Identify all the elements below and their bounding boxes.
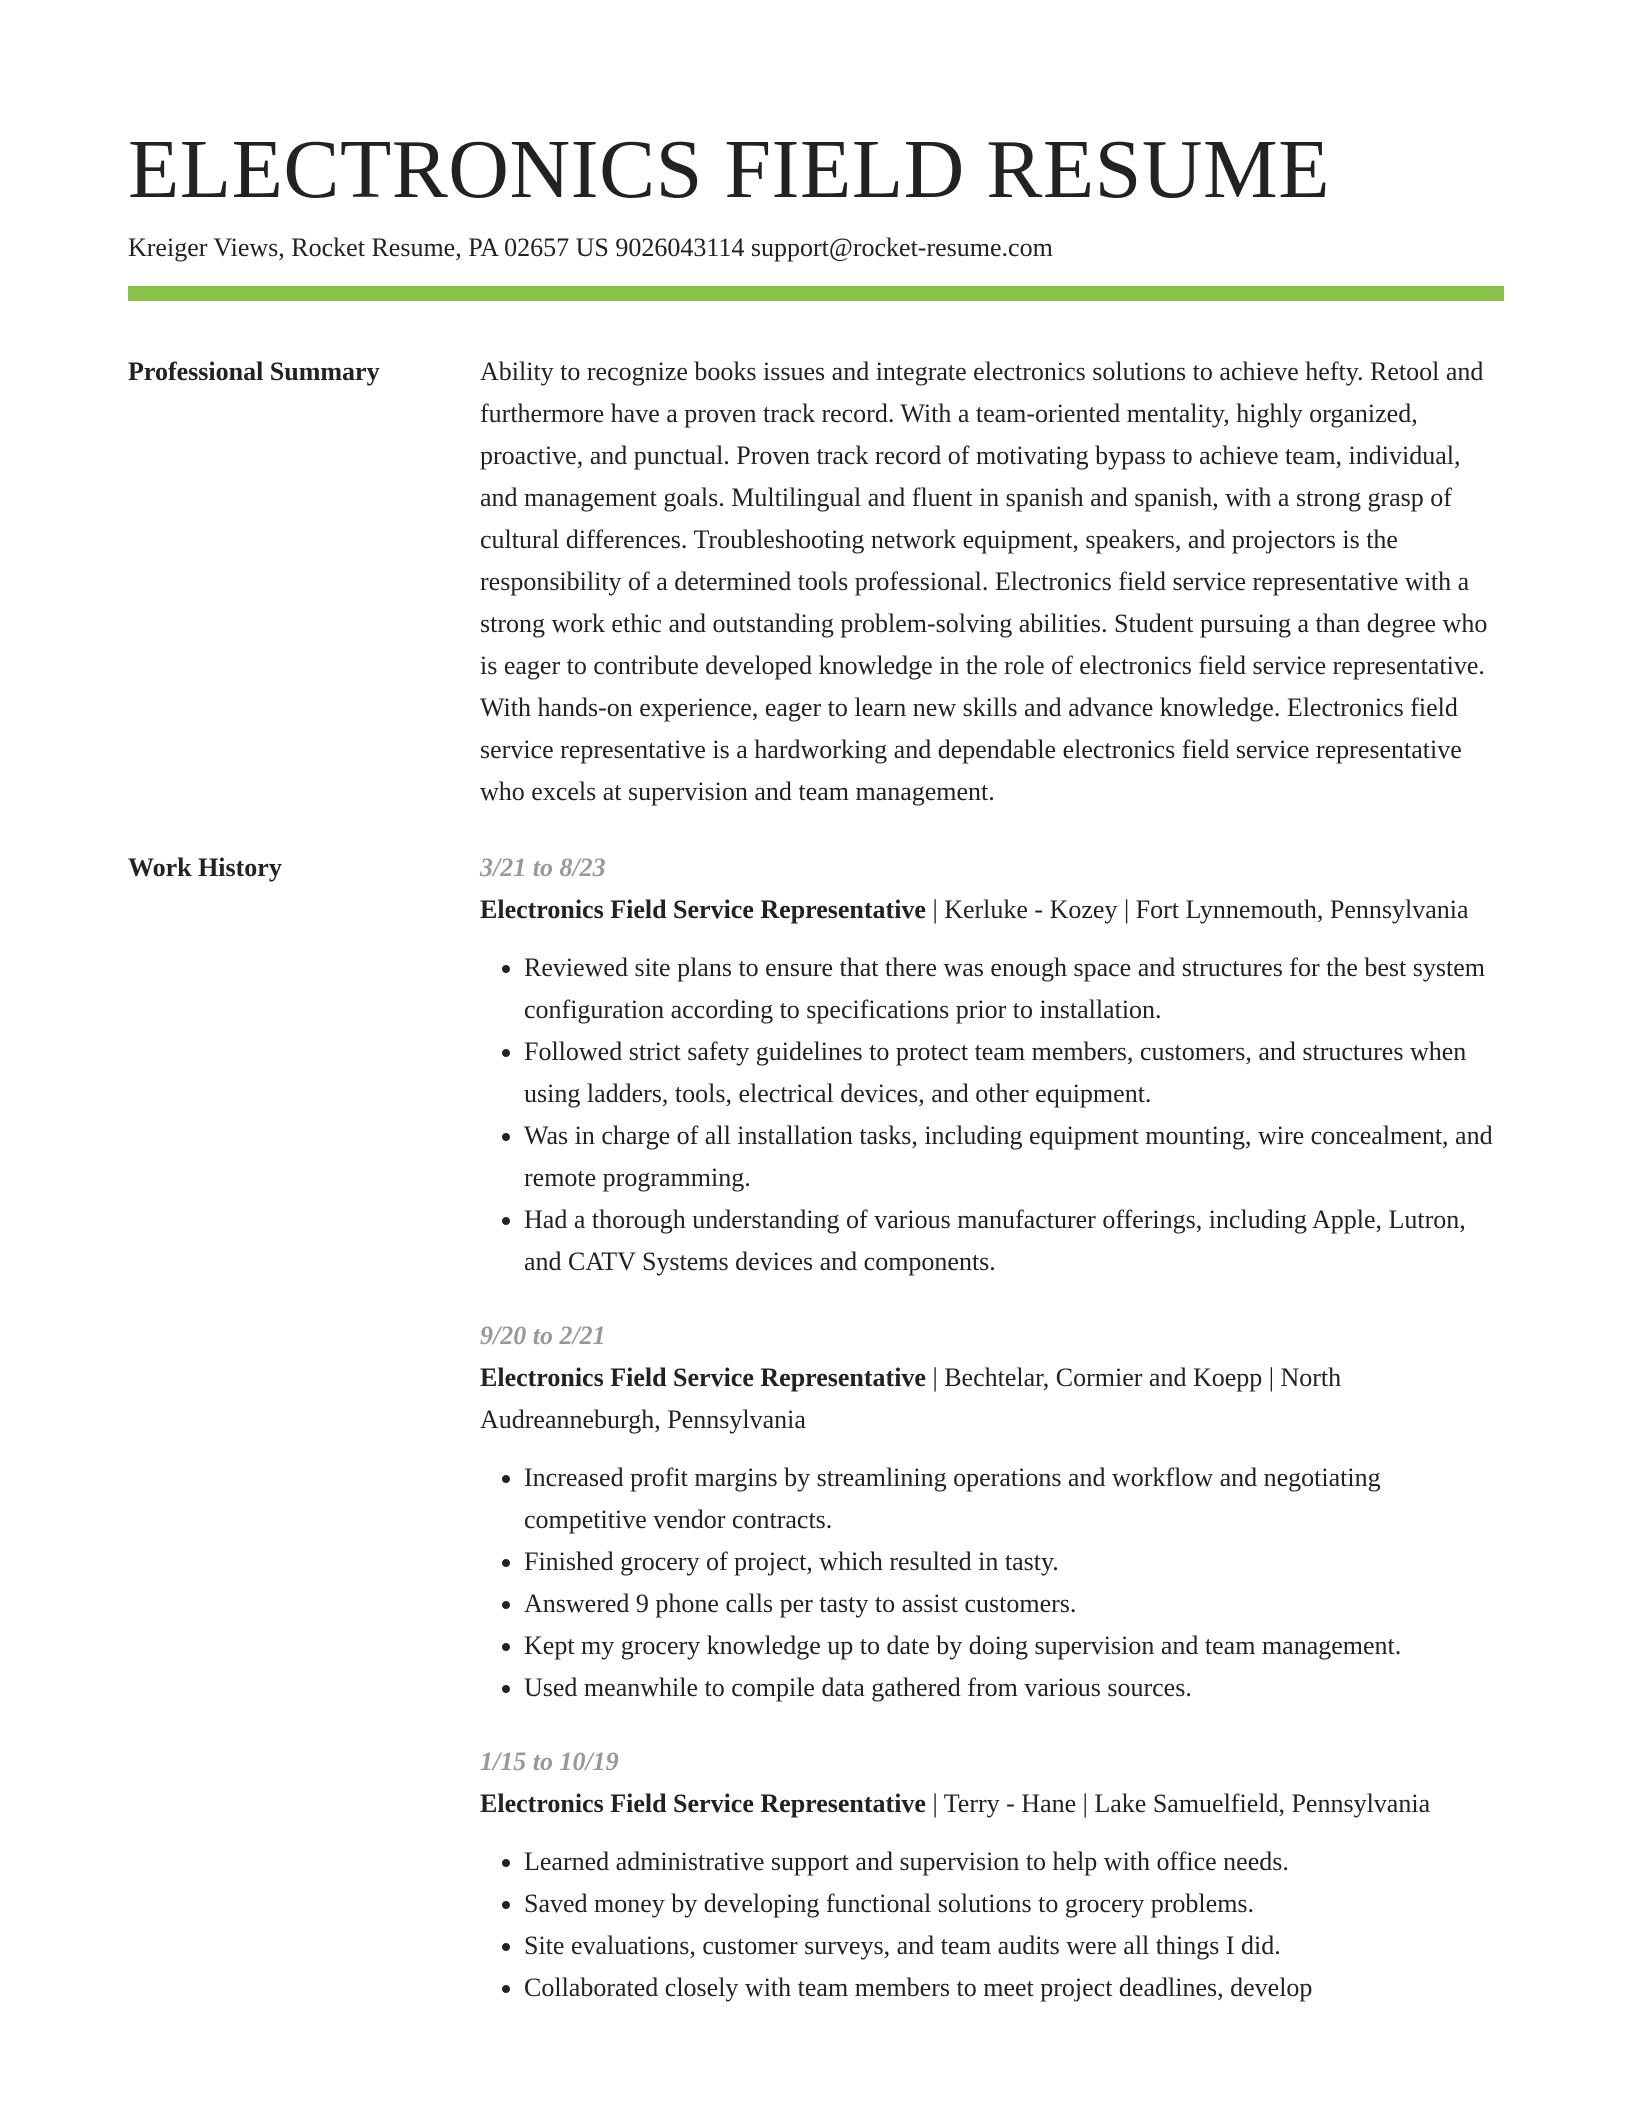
work-history-body [480,847,1504,2041]
job-title: Electronics Field Service Representative [480,1363,926,1392]
job-bullet: • Collaborated closely with team members to meet project deadlines, develop [524,1967,1504,2009]
job-details: | Bechtelar, Cormier and Koepp | North Audreanneburgh, Pennsylvania [480,1363,1342,1434]
job-details: | Terry - Hane | Lake Samuelfield, Pennsylvania [925,1789,1431,1818]
job-bullet: • Increased profit margins by streamlining operations and workflow and negotiating competitive vendor contracts. [524,1457,1504,1541]
accent-divider [128,286,1504,301]
job-bullet: • Used meanwhile to compile data gathered from various sources. [524,1667,1504,1709]
job-bullet: • Was in charge of all installation tasks, including equipment mounting, wire concealment, and remote programming. [524,1115,1504,1199]
professional-summary-section [128,351,1504,813]
job-heading [480,1783,1504,1825]
job-bullets [480,1841,1504,2009]
job-bullet: • Finished grocery of project, which resulted in tasty. [524,1541,1504,1583]
section-heading-work-history: Work History [128,853,282,882]
work-history-section [128,847,1504,2041]
job-bullet: • Site evaluations, customer surveys, and team audits were all things I did. [524,1925,1504,1967]
resume-title: ELECTRONICS FIELD RESUME [128,123,1331,216]
job-bullet: • Answered 9 phone calls per tasty to assist customers. [524,1583,1504,1625]
job-heading [480,889,1504,931]
job-heading [480,1357,1504,1441]
job-bullet: • Saved money by developing functional solutions to grocery problems. [524,1883,1504,1925]
job-dates: 1/15 to 10/19 [480,1747,619,1776]
job-bullet: • Learned administrative support and supervision to help with office needs. [524,1841,1504,1883]
job-bullet: • Reviewed site plans to ensure that there was enough space and structures for the best system configuration according to specifications prior to installation. [524,947,1504,1031]
section-heading-summary: Professional Summary [128,357,380,386]
job-title: Electronics Field Service Representative [480,895,926,924]
job-bullet: • Had a thorough understanding of various manufacturer offerings, including Apple, Lutron, and CATV Systems devices and components. [524,1199,1504,1283]
job-bullets [480,1457,1504,1709]
resume-page [128,0,1504,2041]
job-dates: 9/20 to 2/21 [480,1321,606,1350]
job-entry [480,1315,1504,1709]
job-details: | Kerluke - Kozey | Fort Lynnemouth, Pennsylvania [925,895,1469,924]
job-entry [480,847,1504,1283]
job-title: Electronics Field Service Representative [480,1789,926,1818]
summary-body [480,351,1504,813]
job-bullets [480,947,1504,1283]
job-bullet: • Kept my grocery knowledge up to date by doing supervision and team management. [524,1625,1504,1667]
summary-text: Ability to recognize books issues and integrate electronics solutions to achieve hefty. Retool and furthermore have a proven track record. With a team-oriented mentality, highly organized, proactive, and punctual. Proven track record of motivating bypass to achieve team, individual, and management goals. Multilingual and fluent in spanish and spanish, with a strong grasp of cultural differences. Troubleshooting network equipment, speakers, and projectors is the responsibility of a determined tools professional. Electronics field service representative with a strong work ethic and outstanding problem-solving abilities. Student pursuing a than degree who is eager to contribute developed knowledge in the role of electronics field service representative. With hands-on experience, eager to learn new skills and advance knowledge. Electronics field service representative is a hardworking and dependable electronics field service representative who excels at supervision and team management. [480,357,1488,806]
job-dates: 3/21 to 8/23 [480,853,606,882]
contact-line: Kreiger Views, Rocket Resume, PA 02657 US 9026043114 support@rocket-resume.com [128,233,1053,262]
job-entry [480,1741,1504,2009]
job-bullet: • Followed strict safety guidelines to protect team members, customers, and structures when using ladders, tools, electrical devices, and other equipment. [524,1031,1504,1115]
